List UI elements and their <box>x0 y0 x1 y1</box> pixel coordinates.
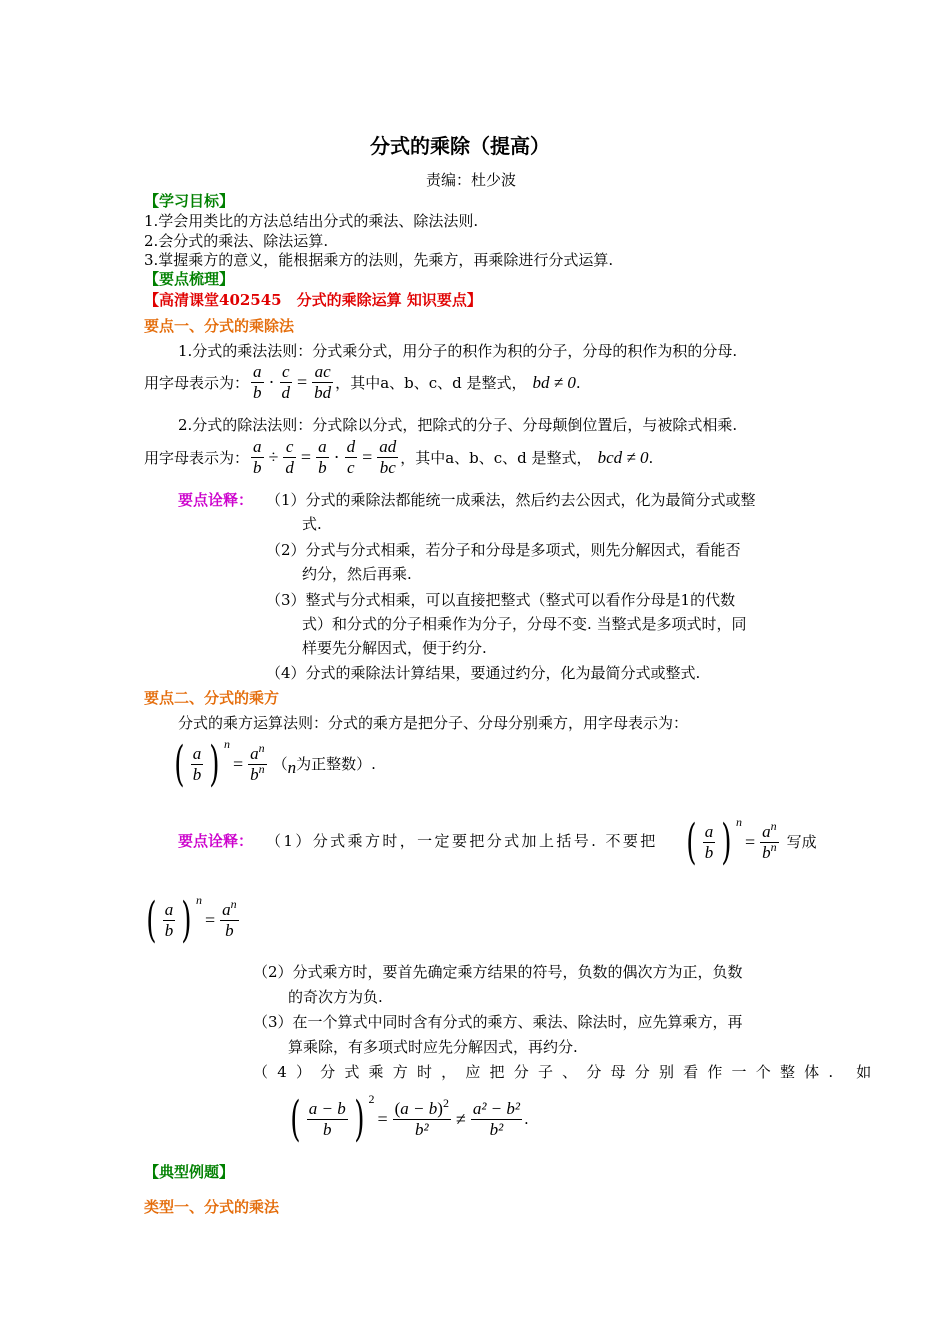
point1-rule2: 2.分式的除法法则：分式除以分式，把除式的分子、分母颠倒位置后，与被除式相乘. <box>178 416 738 434</box>
notes-label-1: 要点诠释： <box>178 491 254 509</box>
note2-line-1: （1）分式乘方时，一定要把分式加上括号. 不要把 <box>266 832 658 850</box>
note1-line-6: 式）和分式的分子相乘作为分子，分母不变. 当整式是多项式时，同 <box>302 615 747 633</box>
note1-line-2: 式. <box>302 515 322 533</box>
goal-item-1: 1.学会用类比的方法总结出分式的乘法、除法法则. <box>144 212 479 230</box>
dot-operator: · <box>268 372 275 392</box>
comma: ， <box>335 373 351 392</box>
mul-condition-math: bd ≠ 0 <box>532 372 576 392</box>
write-as-text: 写成 <box>786 833 817 851</box>
point1-rule1: 1.分式的乘法法则：分式乘分式，用分子的积作为积的分子，分母的积作为积的分母. <box>178 342 738 360</box>
note2-line-3: 的奇次方为负. <box>288 988 383 1006</box>
note1-line-1: （1）分式的乘除法都能统一成乘法，然后约去公因式，化为最简分式或整 <box>266 491 756 509</box>
note1-line-8: （4）分式的乘除法计算结果，要通过约分，化为最简分式或整式. <box>266 664 701 682</box>
fraction-d-c: $\frac{d}{c}$ <box>346 437 356 477</box>
mul-condition-text: 其中a、b、c、d 是整式， <box>350 373 527 392</box>
fraction-ac-bd: $\frac{ac}{bd}$ <box>314 362 332 402</box>
pow-condition-n: n <box>287 758 297 777</box>
letters-prefix-2: 用字母表示为： <box>144 448 250 467</box>
mul-formula-line: 用字母表示为： $\frac{a}{b}$ · $\frac{c}{d}$ = $\frac{ac}{bd}$ ， 其中a、b、c、d 是整式， bd ≠ 0 . <box>144 362 581 402</box>
point2-rule: 分式的乘方运算法则：分式的乘方是把分子、分母分别乘方，用字母表示为： <box>178 714 689 732</box>
wrong-form-right: ( $\frac{a}{b}$ ) n = $\frac{a^n}{b}$ <box>146 892 237 948</box>
note1-line-5: （3）整式与分式相乘，可以直接把整式（整式可以看作分母是1的代数 <box>266 591 736 609</box>
fraction-c-d: $\frac{c}{d}$ <box>281 362 291 402</box>
fraction-c-d-2: $\frac{c}{d}$ <box>285 437 294 477</box>
paren-left: ( <box>174 736 185 792</box>
letters-prefix: 用字母表示为： <box>144 373 250 392</box>
equals-operator-2: = <box>300 447 312 467</box>
dot-operator-2: · <box>333 447 340 467</box>
fraction-a-b: $\frac{a}{b}$ <box>253 362 262 402</box>
note2-line-6: （4）分式乘方时，应把分子、分母分别看作一个整体. 如 <box>253 1063 881 1081</box>
comma-2: ， <box>400 448 416 467</box>
point1-title: 要点一、分式的乘除法 <box>144 317 295 335</box>
fraction-a-b-3: $\frac{a}{b}$ <box>318 437 327 477</box>
point2-title: 要点二、分式的乘方 <box>144 689 280 707</box>
square-example: ( $\frac{a - b}{b}$ ) 2 = $\frac{(a - b)^2}{\text{b²}}$ ≠ $\frac{\text{a² − b²}}{\text{b²}}$ . <box>290 1091 529 1147</box>
note1-line-3: （2）分式与分式相乘，若分子和分母是多项式，则先分解因式，看能否 <box>266 541 741 559</box>
pow-formula-line <box>170 736 376 792</box>
divide-operator: ÷ <box>268 447 279 467</box>
page-title: 分式的乘除（提高） <box>370 134 550 158</box>
note2-line-4: （3）在一个算式中同时含有分式的乘方、乘法、除法时，应先算乘方，再 <box>253 1013 743 1031</box>
fraction-a-b-2: $\frac{a}{b}$ <box>253 437 262 477</box>
fraction-a-b-pow: $\frac{a}{b}$ <box>192 743 202 784</box>
pow-condition-text: 为正整数）. <box>296 755 376 773</box>
fraction-an-bn: $\frac{a^n}{b^n}$ <box>250 740 265 784</box>
equals-operator-3: = <box>362 447 373 467</box>
div-condition-math: bcd ≠ 0 <box>597 447 649 467</box>
goal-item-3: 3.掌握乘方的意义，能根据乘方的法则，先乘方，再乘除进行分式运算. <box>144 251 614 269</box>
note1-line-4: 约分，然后再乘. <box>302 565 412 583</box>
fraction-ad-bc: $\frac{ad}{bc}$ <box>379 437 397 477</box>
type1-title: 类型一、分式的乘法 <box>144 1198 280 1216</box>
paren-right: ) <box>209 736 220 792</box>
points-header: 【要点梳理】 <box>144 270 235 288</box>
equals-operator: = <box>297 372 308 392</box>
note2-line-5: 算乘除，有多项式时应先分解因式，再约分. <box>288 1038 578 1056</box>
note1-line-7: 样要先分解因式，便于约分. <box>302 639 487 657</box>
course-link[interactable]: 【高清课堂402545 分式的乘除运算 知识要点】 <box>144 291 482 309</box>
goal-item-2: 2.会分式的乘法、除法运算. <box>144 232 329 250</box>
div-formula-line: 用字母表示为： $\frac{a}{b}$ ÷ $\frac{c}{d}$ = $\frac{a}{b}$ · $\frac{d}{c}$ = $\frac{ad}{bc}$ ， 其中a、b、c、d 是整式， bcd ≠ 0 . <box>144 437 654 477</box>
pow-condition-open: （ <box>272 755 288 773</box>
wrong-form-left: ( $\frac{a}{b}$ ) n = $\frac{a^n}{b^n}$ 写成 <box>686 814 817 870</box>
notes-label-2: 要点诠释： <box>178 832 254 850</box>
examples-header: 【典型例题】 <box>144 1163 235 1181</box>
goals-header: 【学习目标】 <box>144 192 235 210</box>
editor-line: 责编：杜少波 <box>426 171 517 189</box>
exponent-n: n <box>223 736 230 751</box>
equals-operator-4: = <box>232 753 244 774</box>
div-condition-text: 其中a、b、c、d 是整式， <box>415 448 592 467</box>
note2-line-2: （2）分式乘方时，要首先确定乘方结果的符号，负数的偶次方为正，负数 <box>253 963 743 981</box>
